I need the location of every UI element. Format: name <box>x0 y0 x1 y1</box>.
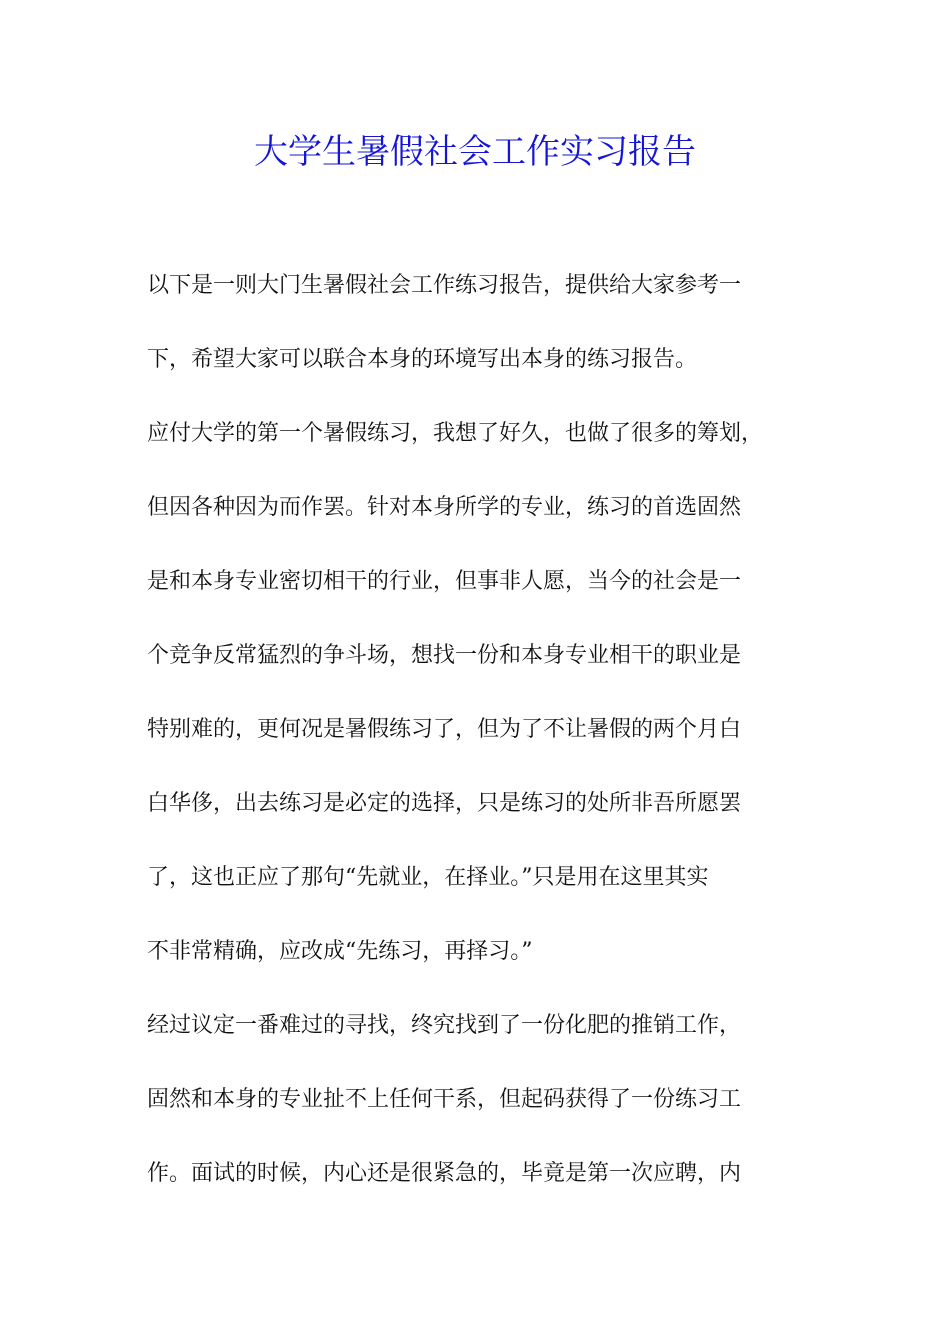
body-line: 固然和本身的专业扯不上任何干系，但起码获得了一份练习工 <box>147 1087 742 1112</box>
body-line: 以下是一则大门生暑假社会工作练习报告，提供给大家参考一 <box>147 273 742 298</box>
body-line: 了，这也正应了那句“先就业，在择业。”只是用在这里其实 <box>147 865 709 890</box>
body-line: 是和本身专业密切相干的行业，但事非人愿，当今的社会是一 <box>147 569 742 594</box>
body-line: 白华侈，出去练习是必定的选择，只是练习的处所非吾所愿罢 <box>147 791 742 816</box>
body-line: 特别难的，更何况是暑假练习了，但为了不让暑假的两个月白 <box>147 717 742 742</box>
body-line: 作。面试的时候，内心还是很紧急的，毕竟是第一次应聘，内 <box>147 1161 742 1186</box>
body-line: 个竞争反常猛烈的争斗场，想找一份和本身专业相干的职业是 <box>147 643 742 668</box>
body-line: 应付大学的第一个暑假练习，我想了好久，也做了很多的筹划， <box>147 421 764 446</box>
body-line: 不非常精确，应改成“先练习，再择习。” <box>147 939 533 964</box>
body-line: 经过议定一番难过的寻找，终究找到了一份化肥的推销工作， <box>147 1013 742 1038</box>
body-line: 下，希望大家可以联合本身的环境写出本身的练习报告。 <box>147 347 698 372</box>
body-line: 但因各种因为而作罢。针对本身所学的专业，练习的首选固然 <box>147 495 742 520</box>
document-body <box>147 262 817 1224</box>
document-title: 大学生暑假社会工作实习报告 <box>254 132 696 172</box>
